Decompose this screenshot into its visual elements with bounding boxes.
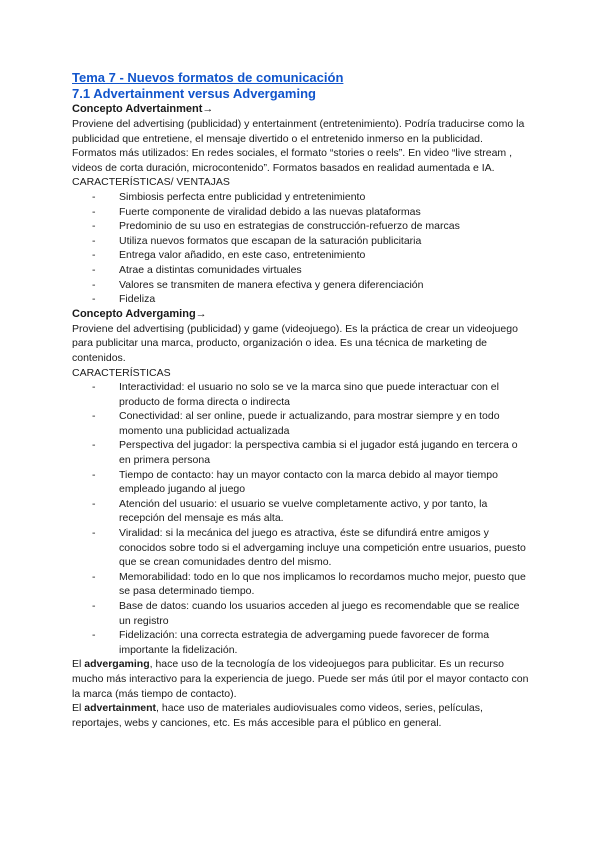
term-advergaming: advergaming — [84, 658, 150, 671]
conclusion-advertainment — [72, 701, 532, 730]
list-item: - Atención del usuario: el usuario se vuelve completamente activo, y por tanto, la recepción del mensaje es más alta. — [92, 497, 532, 526]
page-title: Tema 7 - Nuevos formatos de comunicación — [72, 70, 344, 85]
list-item: - Atrae a distintas comunidades virtuales — [92, 263, 532, 278]
list-item: - Entrega valor añadido, en este caso, entretenimiento — [92, 248, 532, 263]
list-item: - Predominio de su uso en estrategias de construcción-refuerzo de marcas — [92, 219, 532, 234]
advertainment-heading: Concepto Advertainment→ — [72, 103, 214, 115]
conclusion-advergaming — [72, 657, 532, 701]
advertainment-definition: Proviene del advertising (publicidad) y entertainment (entretenimiento). Podría traducirse como la publicidad que entretiene, el mensaje divertido o el entretenido inmerso en la publicidad. — [72, 118, 525, 145]
conclusion-text: , hace uso de la tecnología de los videojuegos para publicitar. Es un recurso mucho más interactivo para la experiencia de juego. Puede ser más útil por el mayor contacto con la marca (más tiempo de contacto). — [72, 658, 529, 700]
list-item: - Memorabilidad: todo en lo que nos implicamos lo recordamos mucho mejor, puesto que se pasa determinado tiempo. — [92, 570, 532, 599]
list-item: - Fideliza — [92, 292, 532, 307]
list-item: - Utiliza nuevos formatos que escapan de la saturación publicitaria — [92, 234, 532, 249]
list-item: - Tiempo de contacto: hay un mayor contacto con la marca debido al mayor tiempo empleado jugando al juego — [92, 468, 532, 497]
advertainment-list-heading: CARACTERÍSTICAS/ VENTAJAS — [72, 176, 230, 189]
document-page — [72, 70, 532, 730]
list-item: - Base de datos: cuando los usuarios acceden al juego es recomendable que se realice un registro — [92, 599, 532, 628]
advergaming-list-heading: CARACTERÍSTICAS — [72, 366, 171, 379]
list-item: - Fidelización: una correcta estrategia de advergaming puede favorecer de forma importante la fidelización. — [92, 628, 532, 657]
term-advertainment: advertainment — [84, 702, 157, 715]
advergaming-heading: Concepto Advergaming→ — [72, 307, 207, 320]
advergaming-list — [72, 380, 532, 657]
list-item: - Interactividad: el usuario no solo se ve la marca sino que puede interactuar con el producto de forma directa o indirecta — [92, 380, 532, 409]
advertainment-list — [72, 190, 532, 307]
section-subtitle: 7.1 Advertainment versus Advergaming — [72, 86, 316, 101]
list-item: - Simbiosis perfecta entre publicidad y entretenimiento — [92, 190, 532, 205]
conclusion-text: , hace uso de materiales audiovisuales como videos, series, películas, reportajes, webs y canciones, etc. Es más accesible para el público en general. — [72, 702, 483, 729]
list-item: - Valores se transmiten de manera efectiva y genera diferenciación — [92, 278, 532, 293]
conclusion-prefix: El — [72, 658, 85, 671]
advertainment-formats: Formatos más utilizados: En redes sociales, el formato “stories o reels”. En video “live stream , videos de corta duración, microcontenido”. Formatos basados en realidad aumentada e IA. — [72, 147, 512, 174]
advergaming-definition: Proviene del advertising (publicidad) y game (videojuego). Es la práctica de crear un videojuego para publicitar una marca, producto, organización o idea. Es una técnica de marketing de contenidos. — [72, 322, 518, 364]
conclusion-prefix: El — [72, 702, 85, 715]
list-item: - Conectividad: al ser online, puede ir actualizando, para mostrar siempre y en todo momento una publicidad actualizada — [92, 409, 532, 438]
list-item: - Fuerte componente de viralidad debido a las nuevas plataformas — [92, 205, 532, 220]
list-item: - Viralidad: si la mecánica del juego es atractiva, éste se difundirá entre amigos y conocidos sobre todo si el advergaming incluye una competición entre usuarios, puesto que se crean comunidades dentro del mismo. — [92, 526, 532, 570]
list-item: - Perspectiva del jugador: la perspectiva cambia si el jugador está jugando en tercera o en primera persona — [92, 438, 532, 467]
